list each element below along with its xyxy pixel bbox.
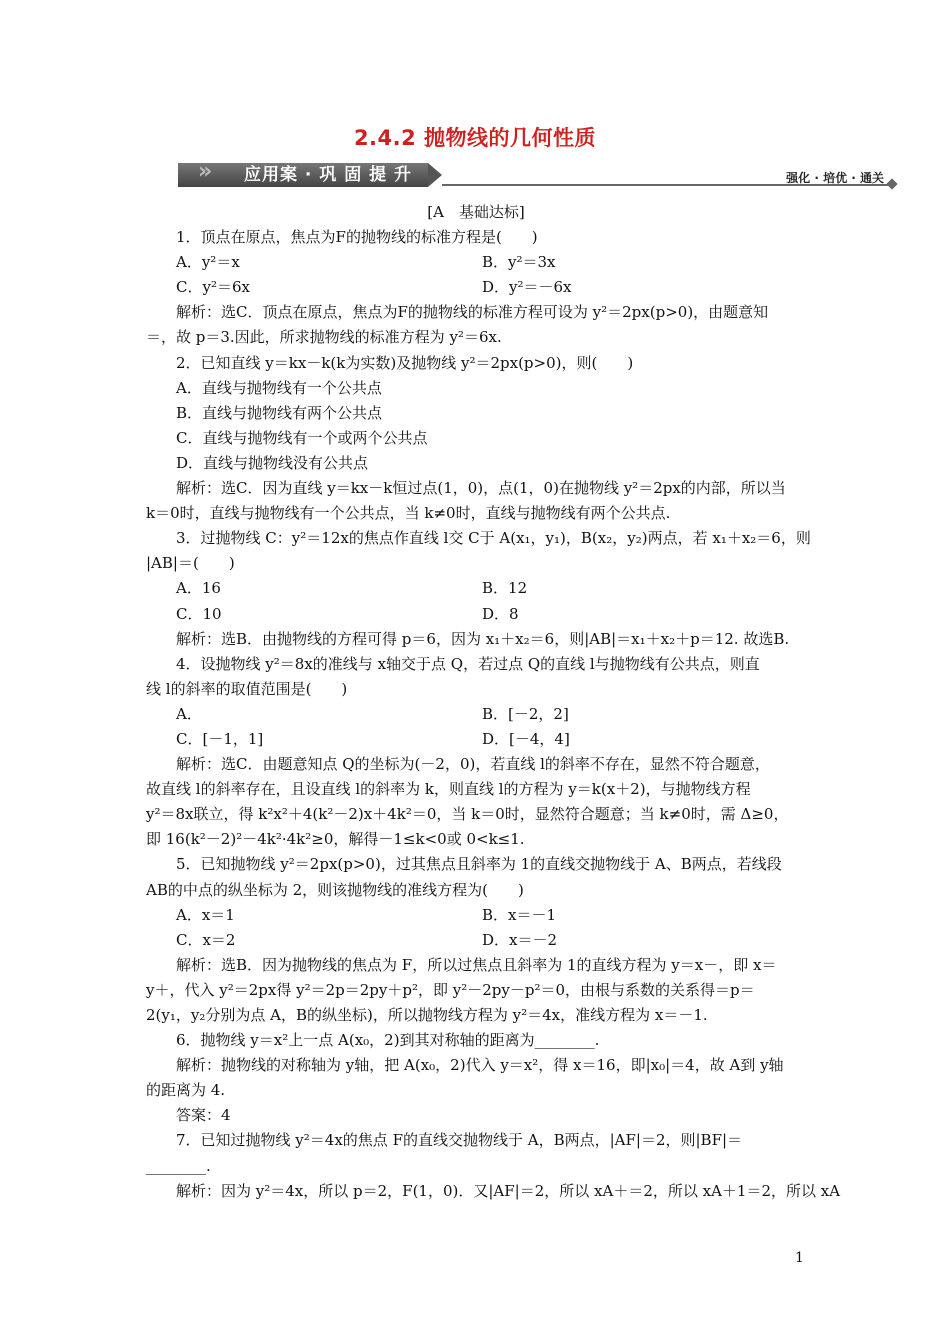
option-d: D．y²＝－6x — [482, 278, 572, 297]
option-b: B．12 — [482, 579, 528, 598]
question-line: |AB|＝( ) — [146, 554, 235, 573]
question-7: 7．已知过抛物线 y²＝4x的焦点 F的直线交抛物线于 A，B两点，|AF|＝2，则|BF|＝ — [176, 1131, 743, 1150]
solution-line: 解析：选C．顶点在原点，焦点为F的抛物线的标准方程可设为 y²＝2px(p>0)，由题意知 — [176, 303, 769, 322]
options-row — [146, 250, 806, 275]
solution-line: y²＝8x联立，得 k²x²＋4(k²－2)x＋4k²＝0，当 k＝0时，显然符合题意；当 k≠0时，需 Δ≥0， — [146, 805, 789, 824]
option-b: B．x＝－1 — [482, 905, 557, 924]
option-b: B．[－2，2] — [482, 704, 569, 723]
diamond-icon — [886, 178, 897, 189]
solution-line: y＋，代入 y²＝2px得 y²＝2p＝2py＋p²，即 y²－2py－p²＝0，由根与系数的关系得＝p＝ — [146, 980, 755, 999]
option-c: C．y²＝6x — [176, 278, 250, 297]
option-a: A．y²＝x — [176, 253, 240, 272]
question-line: 线 l的斜率的取值范围是( ) — [146, 679, 348, 698]
options-row — [146, 275, 806, 300]
option-c: C．[－1，1] — [176, 729, 264, 748]
solution-line: k＝0时，直线与抛物线有一个公共点，当 k≠0时，直线与抛物线有两个公共点. — [146, 504, 671, 523]
solution-line: 解析：选C．因为直线 y＝kx－k恒过点(1，0)，点(1，0)在抛物线 y²＝2px的内部，所以当 — [176, 479, 786, 498]
solution-line: 解析：因为 y²＝4x，所以 p＝2，F(1，0)．又|AF|＝2，所以 xA＋＝2，所以 xA＋1＝2，所以 xA — [176, 1181, 841, 1200]
options-row — [146, 602, 806, 627]
options-row — [146, 727, 806, 752]
option-b: B．直线与抛物线有两个公共点 — [176, 403, 383, 422]
section-banner — [178, 160, 898, 190]
solution-line: 故直线 l的斜率存在，且设直线 l的斜率为 k，则直线 l的方程为 y＝k(x＋2)，与抛物线方程 — [146, 780, 751, 799]
option-a: A． — [176, 704, 202, 723]
banner-label: 应用案 · 巩 固 提 升 — [244, 165, 413, 185]
option-c: C．10 — [176, 604, 222, 623]
options-row — [146, 928, 806, 953]
question-4: 4．设抛物线 y²＝8x的准线与 x轴交于点 Q，若过点 Q的直线 l与抛物线有公共点，则直 — [176, 654, 760, 673]
option-a: A．16 — [176, 579, 221, 598]
option-c: C．直线与抛物线有一个或两个公共点 — [176, 428, 428, 447]
option-c: C．x＝2 — [176, 930, 236, 949]
option-a: A．直线与抛物线有一个公共点 — [176, 378, 382, 397]
options-row — [146, 903, 806, 928]
question-2: 2．已知直线 y＝kx－k(k为实数)及抛物线 y²＝2px(p>0)，则( ) — [176, 353, 634, 372]
solution-line: 2(y₁，y₂分别为点 A，B的纵坐标)，所以抛物线方程为 y²＝4x，准线方程为 x＝－1. — [146, 1006, 708, 1024]
solution-line: 即 16(k²－2)²－4k²·4k²≥0，解得－1≤k<0或 0<k≤1. — [146, 830, 525, 849]
option-b: B．y²＝3x — [482, 253, 556, 272]
option-d: D．8 — [482, 604, 519, 623]
question-6: 6．抛物线 y＝x²上一点 A(x₀，2)到其对称轴的距离为________. — [176, 1031, 600, 1050]
options-row — [146, 702, 806, 727]
question-line: AB的中点的纵坐标为 2，则该抛物线的准线方程为( ) — [146, 880, 524, 899]
options-row — [146, 576, 806, 601]
question-1: 1．顶点在原点，焦点为F的抛物线的标准方程是( ) — [176, 228, 538, 247]
option-d: D．x＝－2 — [482, 930, 558, 949]
solution-line: 解析：选C．由题意知点 Q的坐标为(－2，0)，若直线 l的斜率不存在，显然不符合题意， — [176, 755, 770, 774]
document-body — [146, 200, 841, 1204]
question-3: 3．过抛物线 C：y²＝12x的焦点作直线 l交 C于 A(x₁，y₁)，B(x₂，y₂)两点，若 x₁＋x₂＝6，则 — [176, 529, 811, 548]
solution-line: 解析：选B．由抛物线的方程可得 p＝6，因为 x₁＋x₂＝6，则|AB|＝x₁＋x₂＋p＝12. 故选B. — [176, 629, 790, 648]
option-d: D．[－4，4] — [482, 729, 570, 748]
option-a: A．x＝1 — [176, 905, 235, 924]
page-title: 2.4.2 抛物线的几何性质 — [353, 126, 597, 150]
page-number: 1 — [795, 1250, 804, 1266]
solution-line: 解析：选B．因为抛物线的焦点为 F，所以过焦点且斜率为 1的直线方程为 y＝x－，即 x＝ — [176, 955, 777, 974]
option-d: D．直线与抛物线没有公共点 — [176, 453, 369, 472]
section-heading: [A 基础达标] — [427, 203, 525, 221]
question-5: 5．已知抛物线 y²＝2px(p>0)，过其焦点且斜率为 1的直线交抛物线于 A、B两点，若线段 — [176, 855, 782, 874]
chevron-right-icon: » — [198, 159, 213, 184]
answer-line: 答案：4 — [176, 1106, 231, 1125]
question-line: ________. — [146, 1156, 211, 1175]
solution-line: 的距离为 4. — [146, 1081, 226, 1100]
solution-line: ＝，故 p＝3.因此，所求抛物线的标准方程为 y²＝6x. — [146, 328, 502, 347]
solution-line: 解析：抛物线的对称轴为 y轴，把 A(x₀，2)代入 y＝x²，得 x＝16，即|x₀|＝4，故 A到 y轴 — [176, 1056, 784, 1075]
banner-tagline: 强化 · 培优 · 通关 — [786, 171, 884, 185]
